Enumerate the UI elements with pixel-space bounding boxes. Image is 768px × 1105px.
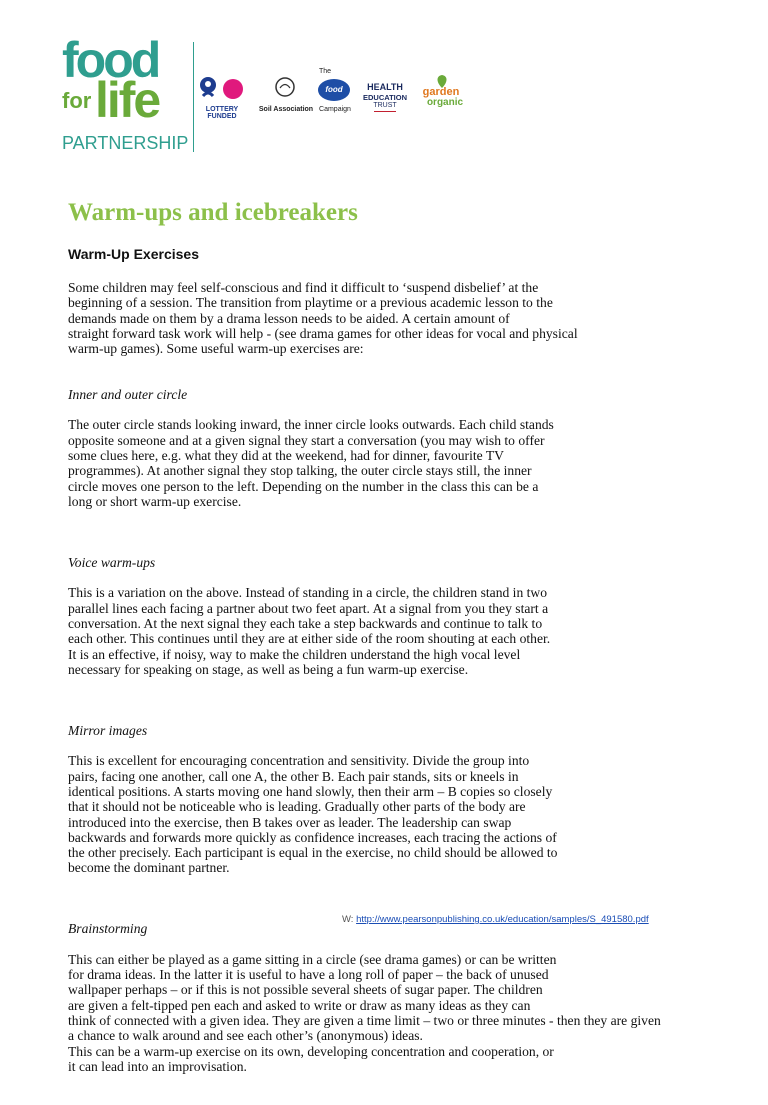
soil-association-icon	[274, 76, 296, 98]
document-body	[68, 280, 708, 1105]
section-title: Inner and outer circle	[68, 386, 188, 402]
education-label: EDUCATION	[362, 93, 408, 102]
campaign-the-label: The	[318, 68, 332, 75]
section-subtitle: Warm-Up Exercises	[68, 246, 199, 262]
partner-logos	[194, 68, 474, 120]
organic-label: organic	[426, 97, 464, 108]
health-trust-underline	[374, 111, 396, 112]
soil-association-label: Soil Association	[258, 106, 314, 113]
section-text: This can either be played as a game sitting in a circle (see drama games) or can be written for drama ideas. In the latter it is useful to have a long roll of paper – the back of unused wallpaper perhaps – or if this is not possible several sheets of sugar paper. The children are given a felt-tipped pen each and asked to write or draw as many ideas as they can think of connected with a given idea. They are given a time limit – two or three minutes - then they are given a chance to walk around and see each other’s (anonymous) ideas. This can be a warm-up exercise on its own, developing concentration and cooperation, or it can lead into an improvisation.	[68, 951, 661, 1074]
section-text: This is excellent for encouraging concentration and sensitivity. Divide the group into pairs, facing one another, call one A, the other B. Each pair stands, sits or kneels in identical positions. A starts moving one hand slowly, then their arm – B copies so closely that it should not be noticeable who is leading. Gradually other parts of the body are introduced into the exercise, then B takes over as leader. The leadership can swap backwards and forwards more quickly as confidence increases, each tracing the actions of the other precisely. Each participant is equal in the exercise, no child should be allowed to become the dominant partner.	[68, 753, 558, 876]
logo-word-for: for	[62, 88, 92, 113]
page-title: Warm-ups and icebreakers	[68, 199, 358, 226]
lottery-badge-icon	[222, 78, 244, 100]
section-text: The outer circle stands looking inward, the inner circle looks outwards. Each child stands opposite someone and at a given signal they start a conversation (you may wish to offer some clues here, e.g. what they did at the weekend, had for dinner, favourite TV programmes). At another signal they stop talking, the outer circle stays still, the inner circle moves one person to the left. Depending on the number in the class this can be a long or short warm-up exercise.	[68, 417, 554, 509]
section-inner-outer-circle	[68, 371, 708, 524]
section-text: This is a variation on the above. Instead of standing in a circle, the children stand in two parallel lines each facing a partner about two feet apart. At a signal from you they start a conversation. At the next signal they each take a step backwards and continue to talk to each other. This continues until they are at either side of the room shouting at each other. It is an effective, if noisy, way to make the children understand the high vocal level necessary for speaking on stage, as well as being a fun warm-up exercise.	[68, 585, 551, 677]
logo-word-food: food	[62, 32, 159, 88]
section-mirror-images	[68, 707, 708, 891]
section-title: Mirror images	[68, 722, 148, 738]
campaign-food-label: food	[325, 85, 343, 94]
source-footer	[342, 914, 649, 925]
source-link[interactable]: http://www.pearsonpublishing.co.uk/education/samples/S_491580.pdf	[356, 914, 649, 925]
lottery-funded-label: LOTTERY FUNDED	[205, 106, 239, 120]
intro-paragraph: Some children may feel self-conscious and find it difficult to ‘suspend disbelief’ at the beginning of a session. The transition from playtime or a previous academic lesson to the demands made on them by a drama lesson needs to be aided. A certain amount of straight forward task work will help - (see drama games for other ideas for vocal and physical warm-up games). Some useful warm-up exercises are:	[68, 280, 578, 357]
health-label: HEALTH	[367, 82, 403, 92]
campaign-label: Campaign	[319, 106, 351, 113]
lottery-fingers-icon	[196, 76, 220, 102]
logo-word-partnership: PARTNERSHIP	[62, 133, 189, 153]
section-voice-warm-ups	[68, 539, 708, 692]
footer-prefix: W:	[342, 914, 357, 925]
section-title: Brainstorming	[68, 921, 148, 937]
garden-label: garden	[422, 86, 460, 98]
section-brainstorming	[68, 906, 708, 1090]
logo-word-life: life	[95, 72, 160, 128]
food-for-life-logo	[62, 32, 190, 156]
trust-label: TRUST	[373, 102, 397, 109]
section-title: Voice warm-ups	[68, 554, 156, 570]
